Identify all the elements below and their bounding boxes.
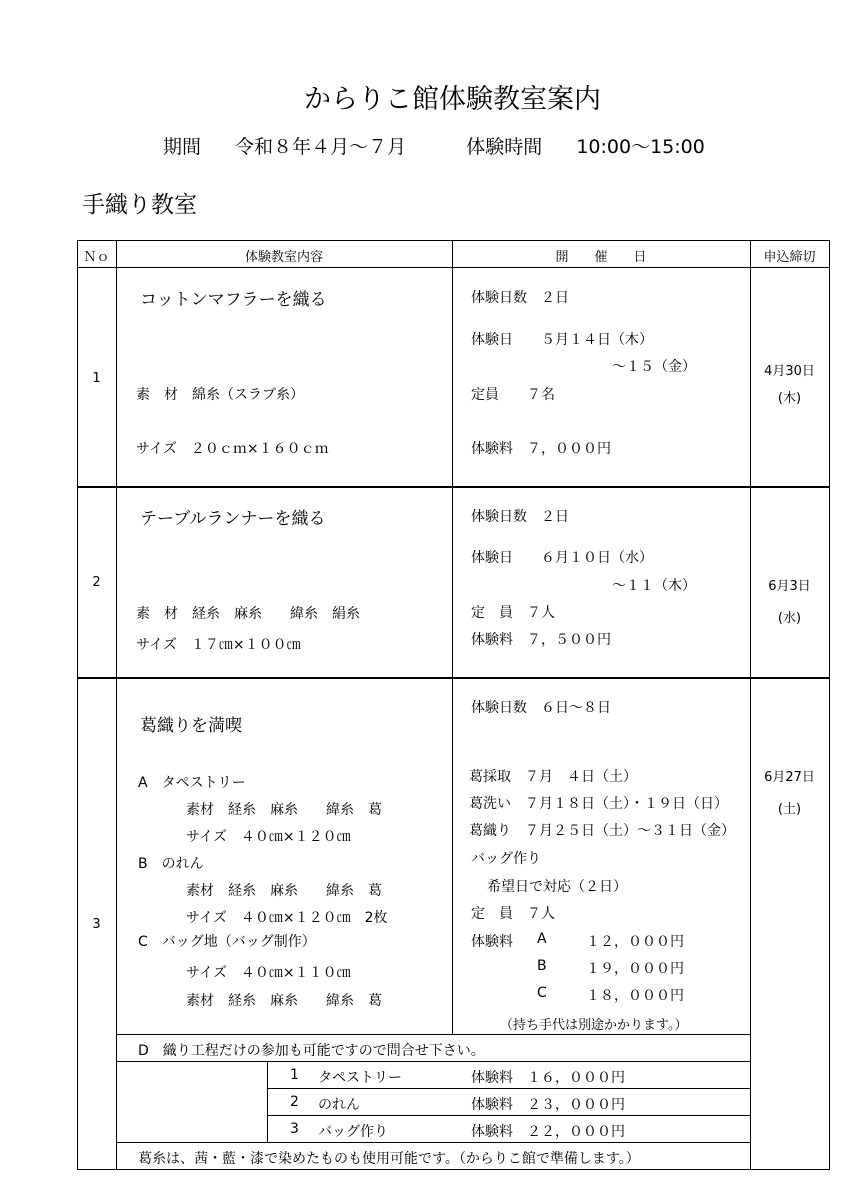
course-size: サイズ ２０ｃｍ×１６０ｃｍ <box>136 441 329 457</box>
course-capacity: 定 員 ７人 <box>471 605 555 621</box>
deadline-date: 6月3日 <box>768 579 811 594</box>
section-title: 手織り教室 <box>82 192 197 218</box>
header-dates: 開 催 日 <box>555 250 647 265</box>
deadline-day: (土) <box>777 802 802 817</box>
course-size: サイズ １７㎝×１００㎝ <box>136 637 301 653</box>
hours-value: 10:00～15:00 <box>576 136 705 158</box>
fee-plan: A <box>537 931 547 947</box>
option-a-material: 素材 経糸 麻糸 緯糸 葛 <box>186 802 382 818</box>
deadline-date: 6月27日 <box>764 770 815 785</box>
deadline-day: (水) <box>777 611 802 626</box>
course-title: テーブルランナーを織る <box>140 509 326 529</box>
course-material: 素 材 綿糸（スラブ糸） <box>136 387 304 403</box>
header-deadline: 申込締切 <box>763 250 816 265</box>
course-fee: 体験料 ７，５００円 <box>471 632 611 648</box>
schedule-item: 葛採取 ７月 ４日（土） <box>469 769 637 785</box>
course-days: 体験日数 ６日～８日 <box>471 700 611 716</box>
sub-option-fee: 体験料 ２２，０００円 <box>471 1124 625 1140</box>
schedule-item: 希望日で対応（２日） <box>487 879 627 895</box>
sub-option-fee: 体験料 １６，０００円 <box>471 1070 625 1086</box>
row-number: 2 <box>92 575 101 590</box>
sub-option-number: 2 <box>290 1094 299 1110</box>
course-date: 体験日 ６月１０日（水） <box>471 550 653 566</box>
course-date-end: ～１１（木） <box>612 578 696 594</box>
course-material: 素 材 経糸 麻糸 緯糸 絹糸 <box>136 606 360 622</box>
course-date-end: ～１５（金） <box>612 359 696 375</box>
course-title: コットンマフラーを織る <box>140 290 327 310</box>
fee-label: 体験料 <box>471 934 513 950</box>
page-title: からりこ館体験教室案内 <box>304 84 601 115</box>
option-c-size: サイズ ４０㎝×１１０㎝ <box>186 965 351 981</box>
header-no: Ｎｏ <box>83 250 110 265</box>
fee-note: （持ち手代は別途かかります。） <box>500 1018 688 1033</box>
option-c-material: 素材 経糸 麻糸 緯糸 葛 <box>186 993 382 1009</box>
course-title: 葛織りを満喫 <box>140 716 242 736</box>
schedule-item: 葛織り ７月２５日（土）～３１日（金） <box>469 823 735 839</box>
option-b-size: サイズ ４０㎝×１２０㎝ 2枚 <box>186 910 388 926</box>
course-capacity: 定員 ７名 <box>471 387 555 403</box>
schedule-item: 葛洗い ７月１８日（土）・１９日（日） <box>469 796 728 812</box>
sub-option-number: 3 <box>290 1121 299 1137</box>
option-c: C バッグ地（バッグ制作） <box>138 934 316 950</box>
period-value: 令和８年４月～７月 <box>235 136 407 158</box>
course-days: 体験日数 ２日 <box>471 509 569 525</box>
fee-plan: B <box>537 958 547 974</box>
option-d-note: D 織り工程だけの参加も可能ですので問合せ下さい。 <box>138 1043 485 1059</box>
course-days: 体験日数 ２日 <box>471 290 569 306</box>
row-number: 3 <box>92 917 101 932</box>
course-capacity: 定 員 ７人 <box>471 906 555 922</box>
header-content: 体験教室内容 <box>244 250 323 265</box>
course-fee: 体験料 ７，０００円 <box>471 441 611 457</box>
period-label: 期間 <box>163 136 202 158</box>
option-b-material: 素材 経糸 麻糸 緯糸 葛 <box>186 883 382 899</box>
fee-amount: １２，０００円 <box>586 934 684 950</box>
schedule-summary <box>163 132 705 159</box>
deadline-day: (木) <box>777 391 802 406</box>
option-b: B のれん <box>138 856 204 872</box>
sub-option-name: タペストリー <box>318 1070 402 1086</box>
sub-option-fee: 体験料 ２３，０００円 <box>471 1097 625 1113</box>
fee-amount: １８，０００円 <box>586 988 684 1004</box>
dye-note: 葛糸は、茜・藍・漆で染めたものも使用可能です。（からりこ館で準備します。） <box>138 1151 640 1167</box>
option-a-size: サイズ ４０㎝×１２０㎝ <box>186 829 351 845</box>
fee-amount: １９，０００円 <box>586 961 684 977</box>
fee-plan: C <box>537 985 547 1001</box>
hours-label: 体験時間 <box>466 136 543 158</box>
sub-option-number: 1 <box>290 1067 299 1083</box>
schedule-item: バッグ作り <box>471 851 541 867</box>
course-date: 体験日 ５月１４日（木） <box>471 332 653 348</box>
sub-option-name: バッグ作り <box>318 1124 388 1140</box>
row-number: 1 <box>92 371 101 386</box>
sub-option-name: のれん <box>318 1097 360 1113</box>
deadline-date: 4月30日 <box>764 364 815 379</box>
option-a: A タペストリー <box>138 775 246 791</box>
